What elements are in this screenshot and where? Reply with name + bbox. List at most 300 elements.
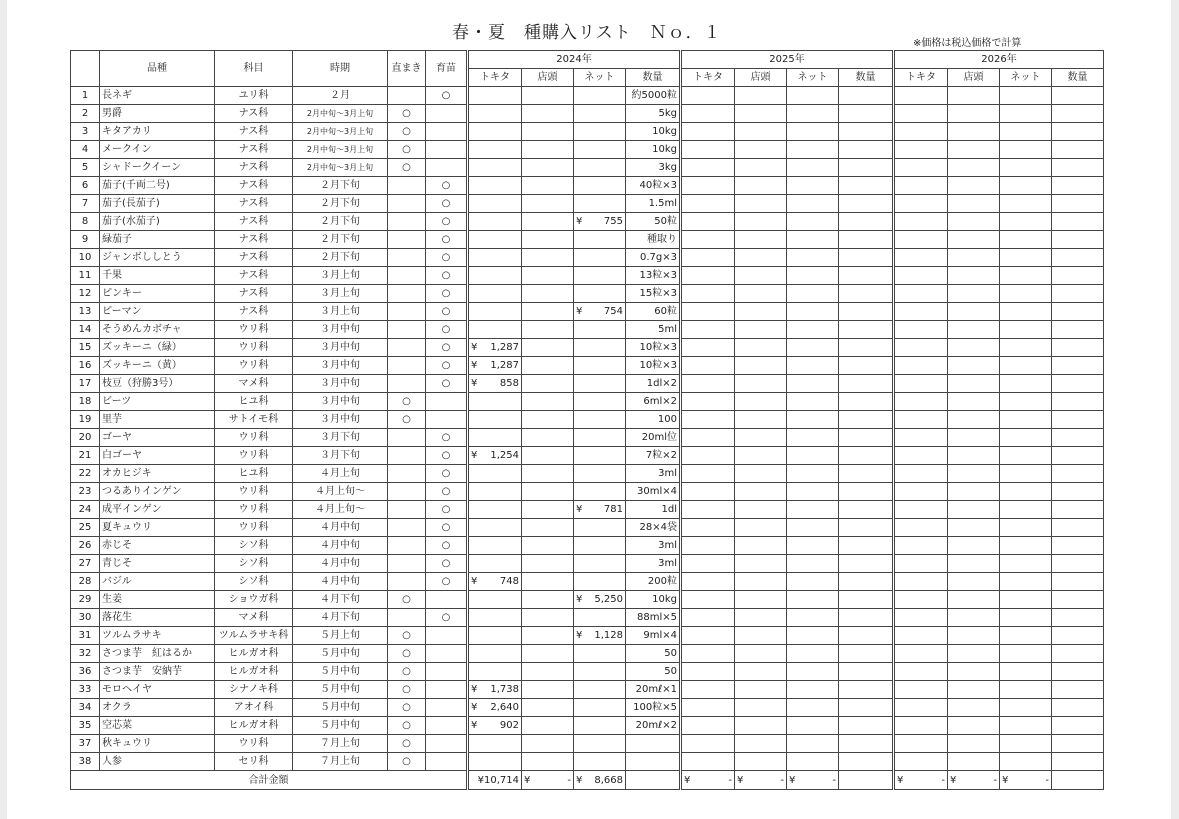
- tokita-2025-cell: [681, 177, 735, 195]
- price-value: -: [567, 774, 571, 786]
- variety-cell: オクラ: [100, 699, 215, 717]
- store-2024-cell: [522, 87, 574, 105]
- store-2024-cell: [522, 465, 574, 483]
- store-2024-cell: [522, 411, 574, 429]
- store-2025-cell: [735, 645, 787, 663]
- store-2024-cell: [522, 213, 574, 231]
- net-2025-cell: [787, 681, 839, 699]
- net-2024-cell: [574, 429, 626, 447]
- store-2024-cell: [522, 195, 574, 213]
- net-2025-cell: [787, 501, 839, 519]
- family-cell: ウリ科: [215, 429, 293, 447]
- family-cell: ウリ科: [215, 519, 293, 537]
- yen-sign: ¥: [471, 378, 478, 389]
- timing-cell: ５月中旬: [293, 717, 388, 735]
- row-number: 38: [71, 753, 100, 771]
- net-2025-cell: [787, 753, 839, 771]
- qty-2024-cell: 50: [626, 645, 681, 663]
- store-2025-cell: [735, 339, 787, 357]
- table-row: [71, 267, 1104, 285]
- store-2025-cell: [735, 465, 787, 483]
- direct-sowing-cell: [388, 87, 426, 105]
- store-2026-cell: [948, 303, 1000, 321]
- tokita-2025-cell: [681, 483, 735, 501]
- store-2025-cell: [735, 213, 787, 231]
- yen-sign: ¥: [471, 360, 478, 371]
- qty-2026-cell: [1052, 537, 1104, 555]
- total-label: 合計金額: [71, 771, 468, 790]
- seedling-cell: ○: [426, 483, 468, 501]
- qty-2024-cell: 28×4袋: [626, 519, 681, 537]
- qty-2025-cell: [839, 663, 894, 681]
- family-cell: サトイモ科: [215, 411, 293, 429]
- store-2025-cell: [735, 321, 787, 339]
- net-2025-cell: [787, 357, 839, 375]
- qty-2024-cell: 7粒×2: [626, 447, 681, 465]
- qty-2025-cell: [839, 267, 894, 285]
- net-2026-cell: [1000, 303, 1052, 321]
- variety-cell: 男爵: [100, 105, 215, 123]
- qty-2026-cell: [1052, 429, 1104, 447]
- table-row: [71, 753, 1104, 771]
- store-2025-cell: [735, 483, 787, 501]
- tokita-2025-cell: [681, 699, 735, 717]
- yen-sign: ¥: [789, 774, 796, 786]
- total-tokita-2025: [681, 771, 735, 790]
- timing-cell: ３月中旬: [293, 375, 388, 393]
- family-cell: ナス科: [215, 213, 293, 231]
- tokita-2024-cell: [468, 663, 522, 681]
- direct-sowing-cell: ○: [388, 591, 426, 609]
- store-2026-cell: [948, 411, 1000, 429]
- tokita-2026-cell: [894, 753, 948, 771]
- store-2024-cell: [522, 105, 574, 123]
- qty-2026-cell: [1052, 123, 1104, 141]
- net-2024-cell: [574, 555, 626, 573]
- timing-cell: ７月上旬: [293, 735, 388, 753]
- total-net-2025: [787, 771, 839, 790]
- qty-2024-cell: 種取り: [626, 231, 681, 249]
- qty-2025-cell: [839, 483, 894, 501]
- store-2024-cell: [522, 699, 574, 717]
- family-cell: ナス科: [215, 159, 293, 177]
- net-2024-cell: [574, 285, 626, 303]
- row-number: 28: [71, 573, 100, 591]
- header-tokita-2026: トキタ: [894, 69, 948, 87]
- variety-cell: 夏キュウリ: [100, 519, 215, 537]
- row-number: 11: [71, 267, 100, 285]
- store-2025-cell: [735, 303, 787, 321]
- tokita-2024-cell: [468, 501, 522, 519]
- qty-2024-cell: 10kg: [626, 591, 681, 609]
- family-cell: ナス科: [215, 231, 293, 249]
- seedling-cell: ○: [426, 357, 468, 375]
- store-2024-cell: [522, 357, 574, 375]
- timing-cell: ３月上旬: [293, 267, 388, 285]
- timing-cell: ３月下旬: [293, 429, 388, 447]
- qty-2025-cell: [839, 645, 894, 663]
- variety-cell: メークイン: [100, 141, 215, 159]
- qty-2024-cell: 1dl: [626, 501, 681, 519]
- net-2026-cell: [1000, 393, 1052, 411]
- store-2025-cell: [735, 141, 787, 159]
- timing-cell: 2月中旬～3月上旬: [293, 123, 388, 141]
- tokita-2025-cell: [681, 285, 735, 303]
- table-row: [71, 195, 1104, 213]
- store-2024-cell: [522, 285, 574, 303]
- qty-2024-cell: 20mℓ×2: [626, 717, 681, 735]
- tokita-2026-cell: [894, 465, 948, 483]
- family-cell: ナス科: [215, 177, 293, 195]
- tokita-2026-cell: [894, 411, 948, 429]
- family-cell: ウリ科: [215, 483, 293, 501]
- tokita-2024-cell: [468, 339, 522, 357]
- family-cell: ナス科: [215, 105, 293, 123]
- tokita-2025-cell: [681, 663, 735, 681]
- row-number: 30: [71, 609, 100, 627]
- row-number: 15: [71, 339, 100, 357]
- family-cell: ナス科: [215, 249, 293, 267]
- price-value: -: [728, 774, 732, 786]
- qty-2025-cell: [839, 699, 894, 717]
- net-2024-cell: [574, 393, 626, 411]
- tokita-2024-cell: [468, 447, 522, 465]
- qty-2024-cell: 20ml位: [626, 429, 681, 447]
- yen-sign: ¥: [576, 594, 583, 605]
- qty-2025-cell: [839, 501, 894, 519]
- tokita-2026-cell: [894, 591, 948, 609]
- tokita-2024-cell: [468, 735, 522, 753]
- store-2026-cell: [948, 555, 1000, 573]
- tokita-2026-cell: [894, 375, 948, 393]
- tokita-2025-cell: [681, 681, 735, 699]
- net-2026-cell: [1000, 249, 1052, 267]
- qty-2025-cell: [839, 411, 894, 429]
- store-2024-cell: [522, 123, 574, 141]
- seedling-cell: ○: [426, 321, 468, 339]
- net-2026-cell: [1000, 267, 1052, 285]
- store-2025-cell: [735, 123, 787, 141]
- yen-sign: ¥: [471, 450, 478, 461]
- family-cell: ツルムラサキ科: [215, 627, 293, 645]
- direct-sowing-cell: [388, 609, 426, 627]
- seedling-cell: ○: [426, 555, 468, 573]
- net-2025-cell: [787, 177, 839, 195]
- qty-2024-cell: 1.5ml: [626, 195, 681, 213]
- qty-2024-cell: 200粒: [626, 573, 681, 591]
- timing-cell: ４月中旬: [293, 573, 388, 591]
- table-row: [71, 537, 1104, 555]
- price-value: -: [1045, 774, 1049, 786]
- seedling-cell: ○: [426, 177, 468, 195]
- table-row: [71, 177, 1104, 195]
- qty-2025-cell: [839, 753, 894, 771]
- seedling-cell: ○: [426, 285, 468, 303]
- direct-sowing-cell: [388, 339, 426, 357]
- store-2025-cell: [735, 519, 787, 537]
- seedling-cell: [426, 123, 468, 141]
- variety-cell: バジル: [100, 573, 215, 591]
- qty-2025-cell: [839, 159, 894, 177]
- store-2024-cell: [522, 591, 574, 609]
- store-2026-cell: [948, 753, 1000, 771]
- total-store-2025: [735, 771, 787, 790]
- store-2026-cell: [948, 87, 1000, 105]
- timing-cell: ４月上旬～: [293, 483, 388, 501]
- tokita-2024-cell: [468, 231, 522, 249]
- yen-sign: ¥: [471, 342, 478, 353]
- direct-sowing-cell: ○: [388, 753, 426, 771]
- tokita-2024-cell: [468, 573, 522, 591]
- family-cell: ナス科: [215, 267, 293, 285]
- store-2024-cell: [522, 447, 574, 465]
- timing-cell: ３月中旬: [293, 357, 388, 375]
- price-value: 1,128: [594, 630, 623, 641]
- net-2026-cell: [1000, 231, 1052, 249]
- net-2024-cell: [574, 591, 626, 609]
- tokita-2024-cell: [468, 537, 522, 555]
- row-number: 13: [71, 303, 100, 321]
- header-seedling: 育苗: [426, 51, 468, 87]
- seedling-cell: ○: [426, 447, 468, 465]
- net-2024-cell: [574, 231, 626, 249]
- qty-2025-cell: [839, 231, 894, 249]
- direct-sowing-cell: [388, 303, 426, 321]
- store-2024-cell: [522, 267, 574, 285]
- timing-cell: 2月中旬～3月上旬: [293, 159, 388, 177]
- net-2026-cell: [1000, 681, 1052, 699]
- family-cell: セリ科: [215, 753, 293, 771]
- store-2024-cell: [522, 735, 574, 753]
- store-2024-cell: [522, 303, 574, 321]
- tokita-2024-cell: [468, 105, 522, 123]
- store-2025-cell: [735, 375, 787, 393]
- seedling-cell: ○: [426, 375, 468, 393]
- yen-sign: ¥: [576, 630, 583, 641]
- direct-sowing-cell: ○: [388, 681, 426, 699]
- net-2026-cell: [1000, 753, 1052, 771]
- table-row: [71, 249, 1104, 267]
- qty-2024-cell: 1dl×2: [626, 375, 681, 393]
- row-number: 36: [71, 663, 100, 681]
- net-2026-cell: [1000, 591, 1052, 609]
- tokita-2024-cell: [468, 213, 522, 231]
- net-2026-cell: [1000, 177, 1052, 195]
- tokita-2025-cell: [681, 429, 735, 447]
- table-row: [71, 357, 1104, 375]
- price-value: 1,738: [490, 684, 519, 695]
- net-2026-cell: [1000, 375, 1052, 393]
- store-2025-cell: [735, 753, 787, 771]
- timing-cell: ５月中旬: [293, 681, 388, 699]
- qty-2026-cell: [1052, 303, 1104, 321]
- timing-cell: ２月下旬: [293, 195, 388, 213]
- row-number: 34: [71, 699, 100, 717]
- tokita-2024-cell: [468, 321, 522, 339]
- tokita-2025-cell: [681, 375, 735, 393]
- store-2025-cell: [735, 105, 787, 123]
- header-tokita-2025: トキタ: [681, 69, 735, 87]
- net-2024-cell: [574, 681, 626, 699]
- tokita-2026-cell: [894, 123, 948, 141]
- table-row: [71, 555, 1104, 573]
- net-2024-cell: [574, 249, 626, 267]
- net-2025-cell: [787, 735, 839, 753]
- qty-2026-cell: [1052, 681, 1104, 699]
- tokita-2024-cell: [468, 609, 522, 627]
- timing-cell: ３月中旬: [293, 321, 388, 339]
- family-cell: ユリ科: [215, 87, 293, 105]
- qty-2026-cell: [1052, 285, 1104, 303]
- timing-cell: ５月中旬: [293, 645, 388, 663]
- tokita-2026-cell: [894, 249, 948, 267]
- tokita-2025-cell: [681, 555, 735, 573]
- direct-sowing-cell: [388, 537, 426, 555]
- price-value: -: [832, 774, 836, 786]
- row-number: 19: [71, 411, 100, 429]
- net-2025-cell: [787, 195, 839, 213]
- seedling-cell: [426, 699, 468, 717]
- seedling-cell: ○: [426, 573, 468, 591]
- row-number: 8: [71, 213, 100, 231]
- store-2026-cell: [948, 123, 1000, 141]
- store-2026-cell: [948, 429, 1000, 447]
- variety-cell: 枝豆（狩勝3号）: [100, 375, 215, 393]
- family-cell: ウリ科: [215, 735, 293, 753]
- price-value: 8,668: [594, 774, 623, 786]
- direct-sowing-cell: [388, 501, 426, 519]
- qty-2025-cell: [839, 681, 894, 699]
- tokita-2025-cell: [681, 645, 735, 663]
- table-row: [71, 375, 1104, 393]
- net-2024-cell: [574, 303, 626, 321]
- store-2024-cell: [522, 537, 574, 555]
- qty-2024-cell: 6ml×2: [626, 393, 681, 411]
- tokita-2024-cell: [468, 627, 522, 645]
- timing-cell: ３月中旬: [293, 411, 388, 429]
- timing-cell: ４月上旬: [293, 465, 388, 483]
- direct-sowing-cell: [388, 321, 426, 339]
- net-2025-cell: [787, 285, 839, 303]
- net-2024-cell: [574, 105, 626, 123]
- seedling-cell: ○: [426, 267, 468, 285]
- store-2026-cell: [948, 717, 1000, 735]
- seedling-cell: ○: [426, 213, 468, 231]
- store-2025-cell: [735, 681, 787, 699]
- net-2025-cell: [787, 87, 839, 105]
- variety-cell: ツルムラサキ: [100, 627, 215, 645]
- table-row: [71, 321, 1104, 339]
- store-2024-cell: [522, 501, 574, 519]
- net-2025-cell: [787, 483, 839, 501]
- tokita-2024-cell: [468, 681, 522, 699]
- net-2025-cell: [787, 231, 839, 249]
- seedling-cell: [426, 411, 468, 429]
- yen-sign: ¥: [576, 306, 583, 317]
- qty-2026-cell: [1052, 249, 1104, 267]
- family-cell: ナス科: [215, 123, 293, 141]
- seedling-cell: [426, 663, 468, 681]
- price-value: 754: [603, 306, 623, 317]
- tokita-2024-cell: [468, 285, 522, 303]
- qty-2024-cell: 3ml: [626, 555, 681, 573]
- total-qty-2026: [1052, 771, 1104, 790]
- tokita-2024-cell: [468, 519, 522, 537]
- store-2025-cell: [735, 537, 787, 555]
- store-2026-cell: [948, 393, 1000, 411]
- tokita-2025-cell: [681, 87, 735, 105]
- direct-sowing-cell: [388, 555, 426, 573]
- direct-sowing-cell: [388, 249, 426, 267]
- qty-2025-cell: [839, 591, 894, 609]
- tokita-2025-cell: [681, 717, 735, 735]
- tokita-2026-cell: [894, 537, 948, 555]
- net-2025-cell: [787, 339, 839, 357]
- qty-2024-cell: 3kg: [626, 159, 681, 177]
- qty-2024-cell: 10粒×3: [626, 357, 681, 375]
- variety-cell: シャドークイーン: [100, 159, 215, 177]
- net-2026-cell: [1000, 555, 1052, 573]
- qty-2024-cell: 15粒×3: [626, 285, 681, 303]
- store-2024-cell: [522, 753, 574, 771]
- seedling-cell: [426, 753, 468, 771]
- seedling-cell: ○: [426, 609, 468, 627]
- qty-2025-cell: [839, 339, 894, 357]
- store-2024-cell: [522, 573, 574, 591]
- tokita-2026-cell: [894, 159, 948, 177]
- store-2025-cell: [735, 159, 787, 177]
- tokita-2025-cell: [681, 159, 735, 177]
- store-2026-cell: [948, 141, 1000, 159]
- table-row: [71, 609, 1104, 627]
- tokita-2024-cell: [468, 645, 522, 663]
- store-2025-cell: [735, 627, 787, 645]
- qty-2026-cell: [1052, 195, 1104, 213]
- variety-cell: キタアカリ: [100, 123, 215, 141]
- table-row: [71, 87, 1104, 105]
- net-2025-cell: [787, 159, 839, 177]
- qty-2024-cell: 60粒: [626, 303, 681, 321]
- net-2025-cell: [787, 555, 839, 573]
- variety-cell: ズッキーニ（黄）: [100, 357, 215, 375]
- tokita-2025-cell: [681, 141, 735, 159]
- tokita-2024-cell: [468, 555, 522, 573]
- price-value: 1,287: [490, 360, 519, 371]
- variety-cell: ピーマン: [100, 303, 215, 321]
- store-2026-cell: [948, 681, 1000, 699]
- seedling-cell: [426, 105, 468, 123]
- qty-2025-cell: [839, 609, 894, 627]
- tokita-2026-cell: [894, 393, 948, 411]
- tokita-2024-cell: [468, 393, 522, 411]
- yen-sign: ¥: [524, 774, 531, 786]
- store-2025-cell: [735, 285, 787, 303]
- direct-sowing-cell: [388, 213, 426, 231]
- qty-2024-cell: 20mℓ×1: [626, 681, 681, 699]
- qty-2024-cell: [626, 735, 681, 753]
- net-2025-cell: [787, 123, 839, 141]
- store-2025-cell: [735, 411, 787, 429]
- table-row: [71, 573, 1104, 591]
- store-2025-cell: [735, 573, 787, 591]
- store-2025-cell: [735, 699, 787, 717]
- net-2024-cell: [574, 87, 626, 105]
- qty-2025-cell: [839, 537, 894, 555]
- store-2026-cell: [948, 591, 1000, 609]
- table-row: [71, 645, 1104, 663]
- direct-sowing-cell: ○: [388, 645, 426, 663]
- header-timing: 時期: [293, 51, 388, 87]
